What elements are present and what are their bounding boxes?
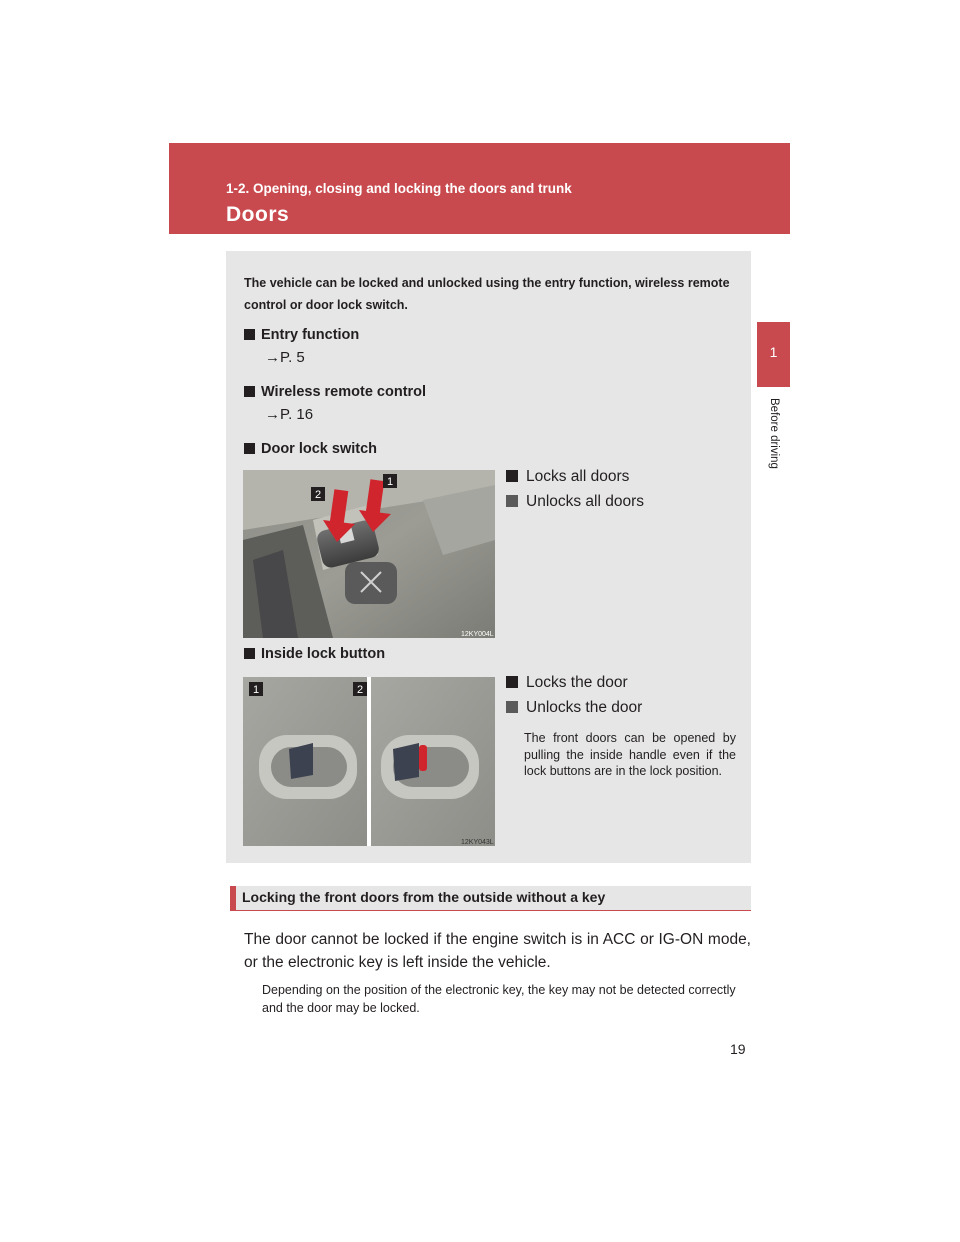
svg-text:12KY043L: 12KY043L — [461, 839, 494, 846]
page-title: Doors — [226, 203, 290, 226]
heading-door-lock-switch: Door lock switch — [244, 441, 377, 457]
square-bullet-icon — [244, 386, 255, 397]
red-indicator — [419, 745, 427, 771]
page-number: 19 — [730, 1041, 746, 1057]
inside-lock-button-photo — [243, 677, 495, 846]
marker-2: 2 — [314, 489, 322, 501]
square-bullet-icon — [244, 648, 255, 659]
square-bullet-icon — [244, 443, 255, 454]
chapter-side-label: Before driving — [768, 398, 780, 469]
callout-locks-all-doors: Locks all doors — [506, 468, 629, 486]
chapter-tab[interactable] — [757, 322, 790, 387]
heading-inside-lock-button: Inside lock button — [244, 646, 385, 662]
number-badge-2-icon — [506, 701, 518, 713]
body-text: The door cannot be locked if the engine switch is in ACC or IG-ON mode, or the electronic key is left inside the vehicle. — [244, 931, 751, 971]
number-badge-1-icon — [506, 676, 518, 688]
chapter-number: 1 — [769, 344, 778, 360]
svg-text:1: 1 — [252, 684, 260, 696]
chapter-header — [169, 143, 790, 234]
inside-lock-note: The front doors can be opened by pulling the inside handle even if the lock buttons are in the lock position. — [524, 731, 736, 778]
marker-1: 1 — [386, 476, 394, 488]
svg-text:2: 2 — [356, 684, 364, 696]
number-badge-1-icon — [506, 470, 518, 482]
callout-locks-the-door: Locks the door — [506, 674, 628, 692]
callout-unlocks-all-doors: Unlocks all doors — [506, 493, 644, 511]
number-badge-2-icon — [506, 495, 518, 507]
heading-entry-function: Entry function — [244, 327, 359, 343]
intro-text: The vehicle can be locked and unlocked using the entry function, wireless remote control or door lock switch. — [244, 276, 730, 312]
info-bar — [230, 886, 751, 911]
square-bullet-icon — [244, 329, 255, 340]
callout-unlocks-the-door: Unlocks the door — [506, 699, 642, 717]
info-bar-title: Locking the front doors from the outside without a key — [242, 889, 606, 905]
door-lock-switch-photo — [243, 470, 495, 638]
body-note: Depending on the position of the electronic key, the key may not be detected correctly and the door may be locked. — [262, 983, 736, 1015]
section-title: 1-2. Opening, closing and locking the doors and trunk — [226, 181, 572, 196]
page-reference-remote[interactable]: →P. 16 — [265, 406, 314, 423]
image-code: 12KY004L — [461, 631, 494, 638]
page-reference-entry[interactable]: →P. 5 — [265, 349, 305, 366]
heading-wireless-remote: Wireless remote control — [244, 384, 426, 400]
